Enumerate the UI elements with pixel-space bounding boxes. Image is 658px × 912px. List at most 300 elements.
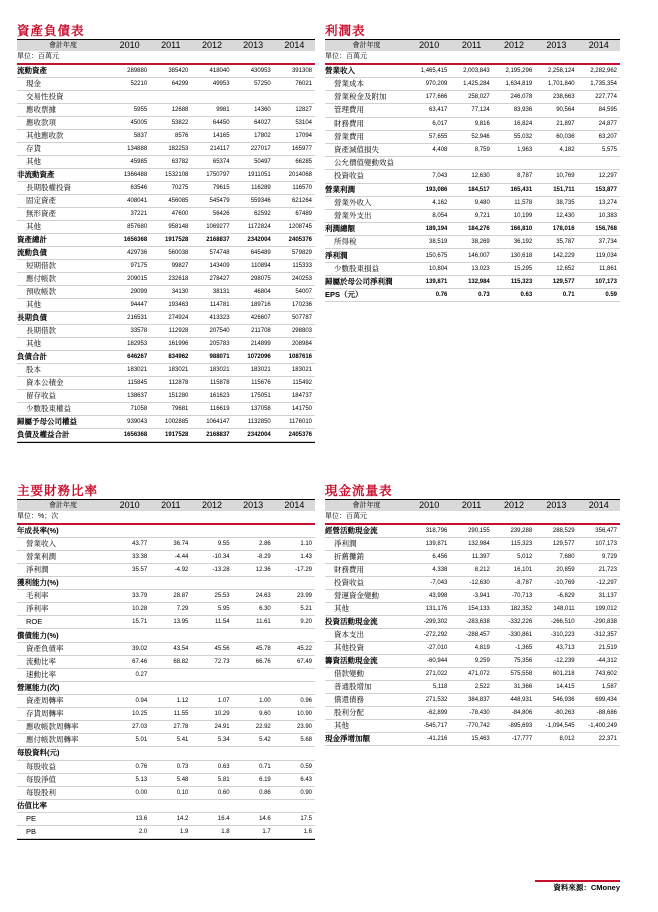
row-label: EPS（元）	[325, 289, 408, 302]
cell-value: 131,176	[408, 603, 450, 616]
row-label: 公允價值變動效益	[325, 157, 408, 170]
cell-value: 189,194	[408, 223, 450, 236]
cell-value: 53104	[274, 117, 315, 130]
cell-value: 24.91	[191, 721, 232, 734]
table-row	[17, 603, 315, 616]
table-row	[17, 390, 315, 403]
cell-value: 1532108	[150, 169, 191, 182]
cell-value: 1002885	[150, 416, 191, 429]
cell-value: 1656368	[109, 429, 150, 442]
row-label: 估值比率	[17, 799, 109, 812]
cell-value: 298803	[274, 325, 315, 338]
section-title: 資產負債表	[17, 24, 85, 38]
table-row	[17, 403, 315, 416]
cell-value: 5.34	[191, 734, 232, 747]
cell-value: 8,787	[493, 170, 535, 183]
cell-value: 1072096	[233, 351, 274, 364]
cell-value: 8,759	[450, 143, 492, 156]
cell-value: 38131	[191, 286, 232, 299]
row-label: 普通股增加	[325, 681, 408, 694]
cell-value: -6,829	[535, 590, 577, 603]
row-label: 借款變動	[325, 668, 408, 681]
cell-value: 31,137	[578, 590, 620, 603]
cell-value: 183021	[233, 364, 274, 377]
cell-value: 150,675	[408, 249, 450, 262]
cell-value: 25.53	[191, 590, 232, 603]
cell-value: 1656368	[109, 234, 150, 247]
row-label: 少數股東權益	[17, 403, 109, 416]
cell-value: 116289	[233, 182, 274, 195]
cell-value: 184,517	[450, 183, 492, 196]
cell-value: 54007	[274, 286, 315, 299]
cell-value: 55,032	[493, 130, 535, 143]
row-label: 資產負債率	[17, 642, 109, 655]
table-row	[325, 590, 620, 603]
table-row	[17, 182, 315, 195]
cell-value: 199,012	[578, 603, 620, 616]
table-row	[17, 104, 315, 117]
table-header-row	[325, 500, 620, 512]
cell-value: 559346	[233, 195, 274, 208]
cell-value: 2168837	[191, 234, 232, 247]
table-row	[17, 524, 315, 538]
cell-value	[150, 524, 191, 538]
cell-value: 114781	[191, 299, 232, 312]
cell-value	[274, 91, 315, 104]
cell-value: 17094	[274, 130, 315, 143]
cell-value: 0.76	[408, 289, 450, 302]
cell-value: 239,288	[493, 524, 535, 538]
cell-value: 13,274	[578, 196, 620, 209]
cell-value: 16,101	[493, 564, 535, 577]
cell-value: 28.87	[150, 590, 191, 603]
cell-value	[493, 157, 535, 170]
cell-value: 448,931	[493, 694, 535, 707]
cell-value: -1,400,249	[578, 720, 620, 733]
cell-value: 15.71	[109, 616, 150, 629]
cell-value: 11.55	[150, 708, 191, 721]
cell-value: 16,824	[493, 117, 535, 130]
cell-value: 278427	[191, 273, 232, 286]
cell-value: 115878	[191, 377, 232, 390]
table-row	[325, 616, 620, 629]
cell-value: 227,774	[578, 91, 620, 104]
cell-value: 0.00	[109, 786, 150, 799]
cell-value: 183021	[109, 364, 150, 377]
cell-value	[150, 91, 191, 104]
cell-value: -41,216	[408, 733, 450, 746]
cell-value: 12,430	[535, 209, 577, 222]
cell-value: 1,701,840	[535, 78, 577, 91]
table-row	[17, 551, 315, 564]
cell-value: 456085	[150, 195, 191, 208]
table-row	[17, 364, 315, 377]
cell-value	[191, 747, 232, 760]
table-row	[17, 721, 315, 734]
cell-value: 5.48	[150, 773, 191, 786]
cell-value: -332,226	[493, 616, 535, 629]
cell-value: 0.73	[450, 289, 492, 302]
cell-value: 14360	[233, 104, 274, 117]
cell-value: 216531	[109, 312, 150, 325]
cell-value: 15,295	[493, 262, 535, 275]
table-row	[17, 773, 315, 786]
cell-value: 0.59	[578, 289, 620, 302]
year-header: 2013	[233, 500, 274, 512]
row-label: 折舊攤銷	[325, 551, 408, 564]
cell-value: 429736	[109, 247, 150, 260]
row-label: 淨利率	[17, 603, 109, 616]
table-row	[325, 642, 620, 655]
cell-value: 76021	[274, 78, 315, 91]
cell-value: 23.90	[274, 721, 315, 734]
cell-value: 24,877	[578, 117, 620, 130]
row-label: 其他投資	[325, 642, 408, 655]
cell-value: 10,383	[578, 209, 620, 222]
cell-value: 6.19	[233, 773, 274, 786]
cell-value: 183021	[150, 364, 191, 377]
cell-value: 22.92	[233, 721, 274, 734]
table-row	[325, 143, 620, 156]
row-label: 留存收益	[17, 390, 109, 403]
cell-value: 2405376	[274, 234, 315, 247]
cell-value: 645489	[233, 247, 274, 260]
table-row	[325, 64, 620, 78]
cell-value: 1366488	[109, 169, 150, 182]
cell-value	[191, 524, 232, 538]
cell-value: 258,027	[450, 91, 492, 104]
cell-value: -1,094,545	[535, 720, 577, 733]
cell-value: -70,713	[493, 590, 535, 603]
cell-value: 47600	[150, 208, 191, 221]
cell-value: 546,936	[535, 694, 577, 707]
cell-value: 189716	[233, 299, 274, 312]
cell-value: -13.28	[191, 564, 232, 577]
cell-value: 430953	[233, 64, 274, 78]
table-row	[325, 209, 620, 222]
cell-value	[274, 629, 315, 642]
cell-value: 65374	[191, 156, 232, 169]
table-row	[17, 812, 315, 825]
cell-value: 110894	[233, 260, 274, 273]
table-row	[325, 577, 620, 590]
table-row	[17, 416, 315, 429]
year-header: 2013	[535, 40, 577, 52]
cell-value: -330,861	[493, 629, 535, 642]
table-row	[17, 760, 315, 773]
cell-value: 129,577	[535, 275, 577, 288]
row-label: 營業外收入	[325, 196, 408, 209]
cell-value: 66.76	[233, 655, 274, 668]
balance-sheet-section	[17, 24, 315, 443]
cell-value: 72.73	[191, 655, 232, 668]
cell-value: 27.03	[109, 721, 150, 734]
financial-ratios-section	[17, 484, 315, 840]
cell-value: 5.68	[274, 734, 315, 747]
cell-value: 1069277	[191, 221, 232, 234]
cell-value: 9,729	[578, 551, 620, 564]
cell-value: 2014068	[274, 169, 315, 182]
row-label: 無形資產	[17, 208, 109, 221]
cell-value: 384,837	[450, 694, 492, 707]
cell-value: 0.86	[233, 786, 274, 799]
year-header: 2010	[109, 500, 150, 512]
table-row	[325, 733, 620, 746]
cash-flow-table	[325, 499, 620, 746]
cell-value: 274924	[150, 312, 191, 325]
cell-value: -8.29	[233, 551, 274, 564]
cell-value: 141750	[274, 403, 315, 416]
cell-value: 45005	[109, 117, 150, 130]
table-row	[17, 564, 315, 577]
table-row	[325, 117, 620, 130]
row-label: 管理費用	[325, 104, 408, 117]
table-row	[325, 603, 620, 616]
table-end-line	[17, 442, 315, 443]
unit-label: 單位：%；次	[17, 511, 315, 524]
cell-value: 182253	[150, 143, 191, 156]
cell-value: 10.29	[191, 708, 232, 721]
cell-value: -290,838	[578, 616, 620, 629]
cell-value: 288,529	[535, 524, 577, 538]
cell-value: -283,638	[450, 616, 492, 629]
table-row	[325, 157, 620, 170]
cell-value: 29099	[109, 286, 150, 299]
row-label: 應收票據	[17, 104, 109, 117]
table-row	[325, 681, 620, 694]
cell-value: 90,564	[535, 104, 577, 117]
year-header: 2014	[274, 500, 315, 512]
cell-value: 13.6	[109, 812, 150, 825]
cell-value: 8,212	[450, 564, 492, 577]
cell-value: 132,984	[450, 538, 492, 551]
cell-value: 1176010	[274, 416, 315, 429]
cell-value: 0.27	[109, 668, 150, 681]
table-row	[325, 104, 620, 117]
year-header: 2014	[578, 40, 620, 52]
table-row	[17, 299, 315, 312]
table-row	[325, 223, 620, 236]
cell-value: 14,415	[535, 681, 577, 694]
cell-value: 8576	[150, 130, 191, 143]
table-row	[325, 78, 620, 91]
cell-value: 22,371	[578, 733, 620, 746]
cell-value: 71058	[109, 403, 150, 416]
cell-value: 1132850	[233, 416, 274, 429]
table-row	[325, 538, 620, 551]
cell-value: 4,182	[535, 143, 577, 156]
cell-value: 143409	[191, 260, 232, 273]
cell-value	[109, 524, 150, 538]
table-row	[17, 429, 315, 442]
cell-value	[191, 681, 232, 694]
table-row	[325, 275, 620, 288]
cell-value: 1,587	[578, 681, 620, 694]
row-label: 長期股權投資	[17, 182, 109, 195]
table-row	[17, 642, 315, 655]
cell-value: 939043	[109, 416, 150, 429]
cell-value: 4,819	[450, 642, 492, 655]
cell-value: 151,711	[535, 183, 577, 196]
cell-value: 116619	[191, 403, 232, 416]
table-row	[17, 325, 315, 338]
cell-value: 142,229	[535, 249, 577, 262]
row-label: 流動比率	[17, 655, 109, 668]
row-label: 投資收益	[325, 577, 408, 590]
cell-value: 84,595	[578, 104, 620, 117]
cell-value: -272,292	[408, 629, 450, 642]
table-row	[325, 668, 620, 681]
table-row	[17, 681, 315, 694]
cell-value: 290,155	[450, 524, 492, 538]
cell-value: -895,693	[493, 720, 535, 733]
row-label: 資產減值損失	[325, 143, 408, 156]
cell-value: 52210	[109, 78, 150, 91]
cell-value: 17.5	[274, 812, 315, 825]
cell-value: 507787	[274, 312, 315, 325]
year-header: 2012	[191, 500, 232, 512]
cell-value: 1,425,284	[450, 78, 492, 91]
cell-value: 178,016	[535, 223, 577, 236]
cell-value: 31,366	[493, 681, 535, 694]
cell-value: -4.44	[150, 551, 191, 564]
cell-value	[191, 668, 232, 681]
table-row	[17, 708, 315, 721]
cell-value: 214899	[233, 338, 274, 351]
table-row	[17, 143, 315, 156]
cell-value: 35,787	[535, 236, 577, 249]
cell-value: 2405376	[274, 429, 315, 442]
cell-value: -8,787	[493, 577, 535, 590]
row-label: 經營活動現金流	[325, 524, 408, 538]
year-header: 2012	[493, 40, 535, 52]
financial-ratios-table	[17, 499, 315, 839]
row-label: 營運資金變動	[325, 590, 408, 603]
cell-value: 232618	[150, 273, 191, 286]
cell-value: 391308	[274, 64, 315, 78]
cell-value: 646267	[109, 351, 150, 364]
table-row	[325, 551, 620, 564]
cell-value: 161623	[191, 390, 232, 403]
cell-value: 5.81	[191, 773, 232, 786]
cell-value: -17,777	[493, 733, 535, 746]
cell-value: 574748	[191, 247, 232, 260]
cell-value: 132,984	[450, 275, 492, 288]
cell-value: 2,282,962	[578, 64, 620, 78]
table-header-row	[17, 500, 315, 512]
cell-value: 2,522	[450, 681, 492, 694]
table-row	[17, 616, 315, 629]
cell-value: 63,417	[408, 104, 450, 117]
cell-value: -299,302	[408, 616, 450, 629]
year-header: 2012	[493, 500, 535, 512]
cell-value: 115333	[274, 260, 315, 273]
table-header-row	[325, 40, 620, 52]
cell-value: -44,312	[578, 655, 620, 668]
table-row	[17, 747, 315, 760]
cell-value: 45.22	[274, 642, 315, 655]
cell-value: 1.43	[274, 551, 315, 564]
cell-value	[191, 91, 232, 104]
cell-value: 34130	[150, 286, 191, 299]
row-label: 應收帳款周轉率	[17, 721, 109, 734]
cell-value: 15,463	[450, 733, 492, 746]
row-label: 交易性投資	[17, 91, 109, 104]
cell-value: 7.29	[150, 603, 191, 616]
cell-value	[109, 91, 150, 104]
row-label: 營業收入	[325, 64, 408, 78]
table-row	[17, 156, 315, 169]
row-label: 投資收益	[325, 170, 408, 183]
cell-value: 1.07	[191, 695, 232, 708]
year-header: 2014	[274, 40, 315, 52]
row-label: 少數股東損益	[325, 262, 408, 275]
row-label: 淨利潤	[325, 249, 408, 262]
cell-value	[150, 681, 191, 694]
cell-value: 8,012	[535, 733, 577, 746]
cell-value: 107,173	[578, 538, 620, 551]
cell-value: 289880	[109, 64, 150, 78]
cell-value: 137058	[233, 403, 274, 416]
row-label: 其他	[17, 221, 109, 234]
row-label: 非流動資產	[17, 169, 109, 182]
table-row	[325, 720, 620, 733]
cell-value: 9.20	[274, 616, 315, 629]
cell-value: 107,173	[578, 275, 620, 288]
row-label: 應付帳款	[17, 273, 109, 286]
cell-value: 154,133	[450, 603, 492, 616]
year-header-label: 會計年度	[17, 40, 109, 52]
cell-value: 45.56	[191, 642, 232, 655]
cell-value: 5,012	[493, 551, 535, 564]
cell-value: 1,963	[493, 143, 535, 156]
cell-value: -62,899	[408, 707, 450, 720]
cell-value: 5.95	[191, 603, 232, 616]
data-source-note: 資料來源：CMoney	[535, 880, 620, 893]
cell-value: 10.90	[274, 708, 315, 721]
row-label: 負債合計	[17, 351, 109, 364]
cell-value: 9.60	[233, 708, 274, 721]
cell-value: 0.76	[109, 760, 150, 773]
row-label: 財務費用	[325, 564, 408, 577]
cell-value: 115,323	[493, 538, 535, 551]
cell-value: 115492	[274, 377, 315, 390]
row-label: 流動負債	[17, 247, 109, 260]
cell-value: 67.49	[274, 655, 315, 668]
cell-value: -310,223	[535, 629, 577, 642]
income-statement-table	[325, 39, 620, 302]
cell-value: 43,998	[408, 590, 450, 603]
table-row	[17, 786, 315, 799]
cell-value: 182953	[109, 338, 150, 351]
cell-value: 64450	[191, 117, 232, 130]
cell-value: 2342004	[233, 429, 274, 442]
row-label: 籌資活動現金流	[325, 655, 408, 668]
cell-value: 7,043	[408, 170, 450, 183]
cell-value: 14165	[191, 130, 232, 143]
cell-value: -60,944	[408, 655, 450, 668]
cell-value: 579829	[274, 247, 315, 260]
cell-value: 1.6	[274, 825, 315, 838]
cell-value: 177,666	[408, 91, 450, 104]
cell-value: 743,602	[578, 668, 620, 681]
cell-value: 11,397	[450, 551, 492, 564]
cell-value: 115,323	[493, 275, 535, 288]
cell-value: 207540	[191, 325, 232, 338]
row-label: 股本	[17, 364, 109, 377]
table-row	[17, 169, 315, 182]
cell-value: 165977	[274, 143, 315, 156]
